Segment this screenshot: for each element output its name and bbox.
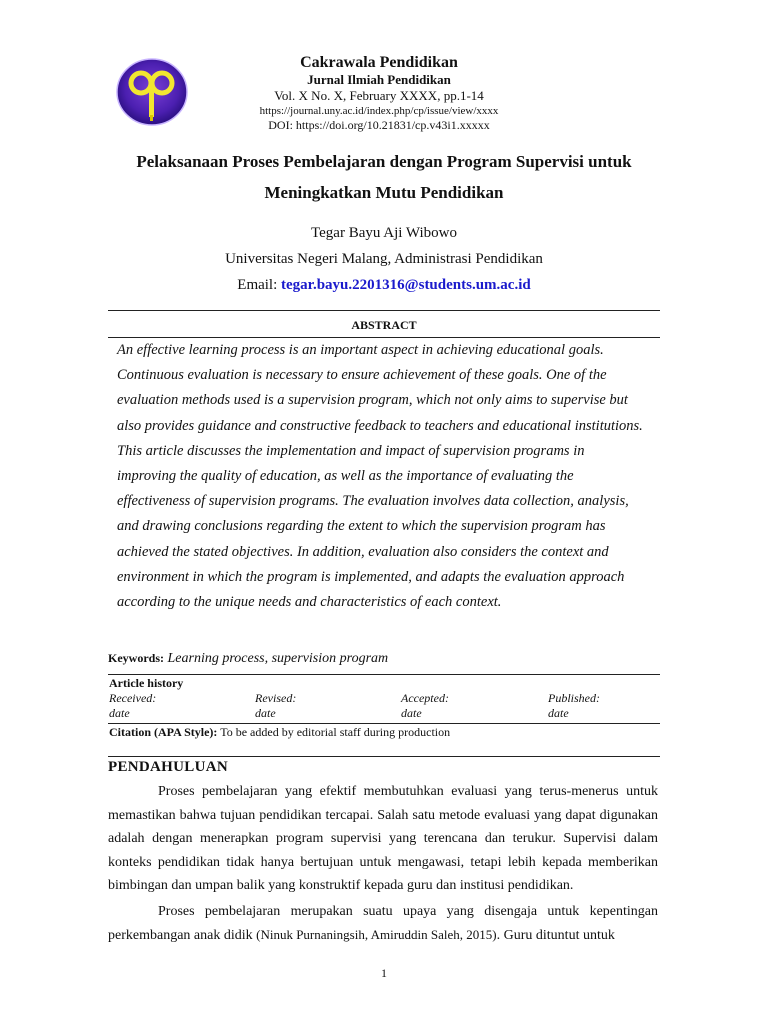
abstract-text: An effective learning process is an important aspect in achieving educational goals. Continuous evaluation is necessary to ensure achievement of these goals. One of the evaluation methods used is a supervision program, which not only aims to supervise but also provides guidance and constructive feedback to teachers and educational institutions. This article discusses the implementation and impact of supervision programs in improving the quality of education, as well as the importance of evaluating the effectiveness of supervision programs. The evaluation involves data collection, analysis, and drawing conclusions regarding the extent to which the supervision program has achieved the stated objectives. In addition, evaluation also considers the context and environment in which the program is implemented, and adapts the evaluation approach according to the unique needs and characteristics of each context. xyxy=(117,342,643,611)
history-revised-label: Revised: xyxy=(255,691,297,705)
paragraph xyxy=(108,900,658,948)
history-revised xyxy=(255,691,296,721)
divider-citation-bottom xyxy=(108,756,660,757)
article-title-line2: Meningkatkan Mutu Pendidikan xyxy=(264,183,504,202)
journal-name: Cakrawala Pendidikan xyxy=(300,54,458,71)
divider-history-top xyxy=(108,674,660,675)
citation xyxy=(109,725,450,740)
journal-volume: Vol. X No. X, February XXXX, pp.1-14 xyxy=(274,88,484,103)
paragraph2-end: . Guru dituntut untuk xyxy=(496,928,615,943)
inline-citation: (Ninuk Purnaningsih, Amiruddin Saleh, 2015) xyxy=(256,927,497,942)
history-received-value: date xyxy=(109,706,130,720)
keywords-label: Keywords: xyxy=(108,651,164,665)
body-text xyxy=(108,780,658,948)
abstract-heading: ABSTRACT xyxy=(351,318,417,332)
citation-label: Citation (APA Style): xyxy=(109,725,218,739)
journal-url-link[interactable]: https://journal.uny.ac.id/index.php/cp/issue/view/xxxx xyxy=(259,105,499,117)
author-email-line xyxy=(100,272,668,298)
author-name: Tegar Bayu Aji Wibowo xyxy=(311,225,457,241)
journal-header xyxy=(200,54,558,132)
article-title xyxy=(100,146,668,208)
author-affiliation: Universitas Negeri Malang, Administrasi Pendidikan xyxy=(225,251,543,267)
author-block xyxy=(100,220,668,298)
article-history-title: Article history xyxy=(109,676,184,690)
history-accepted-value: date xyxy=(401,706,422,720)
article-title-line1: Pelaksanaan Proses Pembelajaran dengan Program Supervisi untuk xyxy=(136,152,632,171)
cp-journal-logo-icon xyxy=(115,57,189,127)
keywords xyxy=(108,651,388,667)
paragraph: Proses pembelajaran yang efektif membutuhkan evaluasi yang terus-menerus untuk memastikan bahwa tujuan pendidikan tercapai. Salah satu metode evaluasi yang dapat digunakan adalah dengan menerapkan program supervisi yang terencana dan terukur. Supervisi dalam konteks pendidikan tidak hanya bertujuan untuk mengawasi, tetapi lebih kepada memberikan bimbingan dan umpan balik yang konstruktif kepada guru dan institusi pendidikan. xyxy=(108,784,658,893)
paragraph2-start: Proses pembelajaran merupakan suatu upaya yang disengaja untuk kepentingan perkembangan anak didik xyxy=(108,903,658,943)
history-published-label: Published: xyxy=(548,691,600,705)
history-accepted-label: Accepted: xyxy=(401,691,449,705)
history-accepted xyxy=(401,691,449,721)
history-published xyxy=(548,691,600,721)
page-number: 1 xyxy=(381,966,387,980)
citation-value: To be added by editorial staff during production xyxy=(220,725,451,739)
history-received-label: Received: xyxy=(109,691,157,705)
divider-history-bottom xyxy=(108,723,660,724)
divider-top xyxy=(108,310,660,311)
history-published-value: date xyxy=(548,706,569,720)
section-heading: PENDAHULUAN xyxy=(108,759,228,775)
email-label: Email: xyxy=(237,277,278,293)
journal-doi[interactable]: DOI: https://doi.org/10.21831/cp.v43i1.xxxxx xyxy=(268,118,490,132)
history-received xyxy=(109,691,156,721)
history-revised-value: date xyxy=(255,706,276,720)
author-email-link[interactable]: tegar.bayu.2201316@students.um.ac.id xyxy=(281,277,531,293)
keywords-value: Learning process, supervision program xyxy=(167,651,389,666)
journal-subtitle: Jurnal Ilmiah Pendidikan xyxy=(307,72,451,87)
